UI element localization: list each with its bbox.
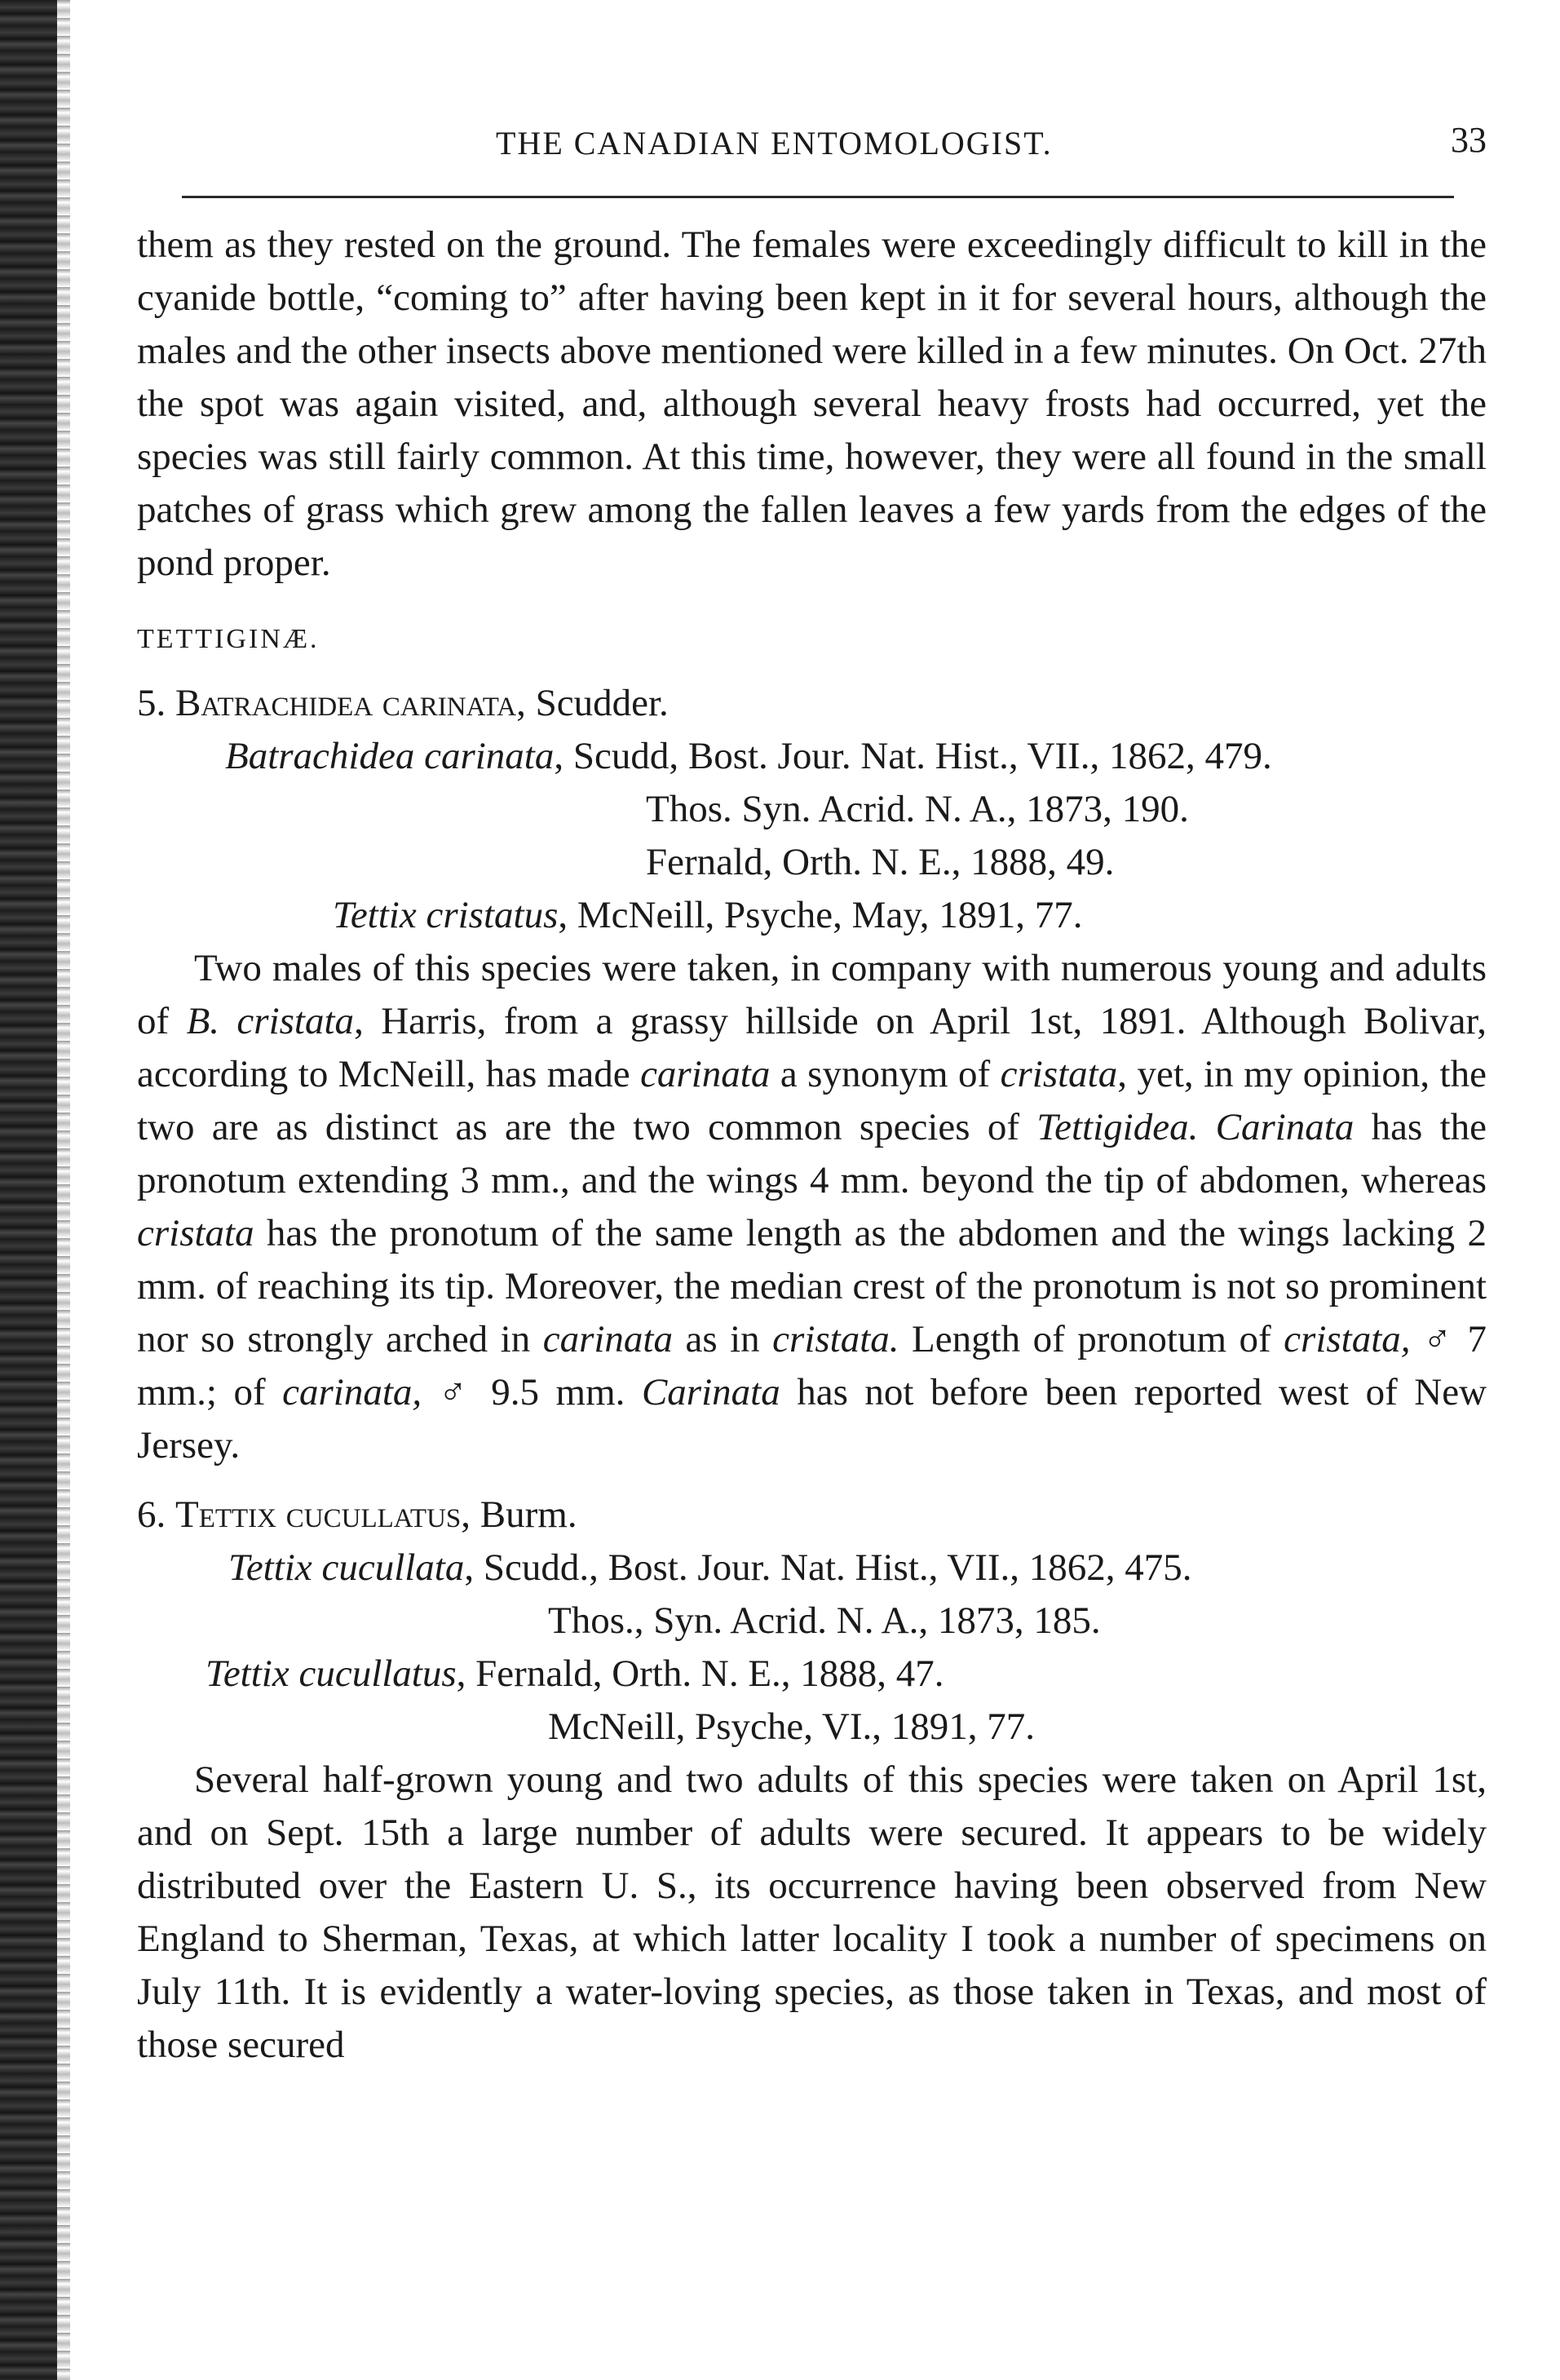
species-5-title: [137, 677, 1487, 730]
species-name: Batrachidea carinata: [175, 682, 517, 724]
page-number: 33: [1451, 120, 1487, 160]
section-heading: TETTIGINÆ.: [137, 624, 320, 654]
citation: Tettix cucullatus, Fernald, Orth. N. E., 1888, 47.: [205, 1652, 944, 1695]
book-page: [137, 0, 1487, 2380]
species-number: 5.: [137, 682, 166, 724]
citation: Tettix cucullata, Scudd., Bost. Jour. Nat. Hist., VII., 1862, 475.: [228, 1546, 1192, 1589]
citation: Batrachidea carinata, Scudd, Bost. Jour. Nat. Hist., VII., 1862, 479.: [225, 735, 1272, 777]
citation: McNeill, Psyche, VI., 1891, 77.: [548, 1705, 1036, 1748]
species-author: , Burm.: [461, 1493, 577, 1536]
header-rule: [182, 196, 1454, 198]
paragraph-continuation: them as they rested on the ground. The females were exceedingly difficult to kill in the cyanide bottle, “coming to” after having been kept in it for several hours, although the males and the other insects above mentioned were killed in a few minutes. On Oct. 27th the spot was again visited, and, although several heavy frosts had occurred, yet the species was still fairly common. At this time, however, they were all found in the small patches of grass which grew among the fallen leaves a few yards from the edges of the pond proper.: [137, 223, 1487, 584]
citation: Thos., Syn. Acrid. N. A., 1873, 185.: [548, 1599, 1101, 1642]
species-name: Tettix cucullatus: [175, 1493, 462, 1536]
species-6-paragraph: Several half-grown young and two adults of this species were taken on April 1st, and on Sept. 15th a large number of adults were secured. It appears to be widely distributed over the Eastern U. S., its occurrence having been observed from New England to Sherman, Texas, at which latter locality I took a number of specimens on July 11th. It is evidently a water-loving species, as those taken in Texas, and most of those secured: [137, 1758, 1487, 2066]
book-binding-shadow: [57, 0, 70, 2380]
citation: Fernald, Orth. N. E., 1888, 49.: [646, 841, 1115, 883]
species-author: , Scudder.: [516, 682, 669, 724]
species-number: 6.: [137, 1493, 166, 1536]
species-6-title: [137, 1489, 1487, 1542]
citation: Thos. Syn. Acrid. N. A., 1873, 190.: [646, 788, 1189, 830]
page-header: [137, 119, 1487, 168]
running-title: THE CANADIAN ENTOMOLOGIST.: [496, 125, 1053, 161]
book-binding-edge: [0, 0, 57, 2380]
body-text: [137, 219, 1487, 2072]
species-5-paragraph: Two males of this species were taken, in company with numerous young and adults of B. cristata, Harris, from a grassy hillside on April 1st, 1891. Although Bolivar, according to McNeill, has made carinata a synonym of cristata, yet, in my opinion, the two are as distinct as are the two common species of Tettigidea. Carinata has the pronotum extending 3 mm., and the wings 4 mm. beyond the tip of abdomen, whereas cristata has the pronotum of the same length as the abdomen and the wings lacking 2 mm. of reaching its tip. Moreover, the median crest of the pronotum is not so prominent nor so strongly arched in carinata as in cristata. Length of pronotum of cristata, ♂ 7 mm.; of carinata, ♂ 9.5 mm. Carinata has not before been reported west of New Jersey.: [137, 947, 1487, 1466]
citation: Tettix cristatus, McNeill, Psyche, May, 1891, 77.: [333, 894, 1083, 936]
